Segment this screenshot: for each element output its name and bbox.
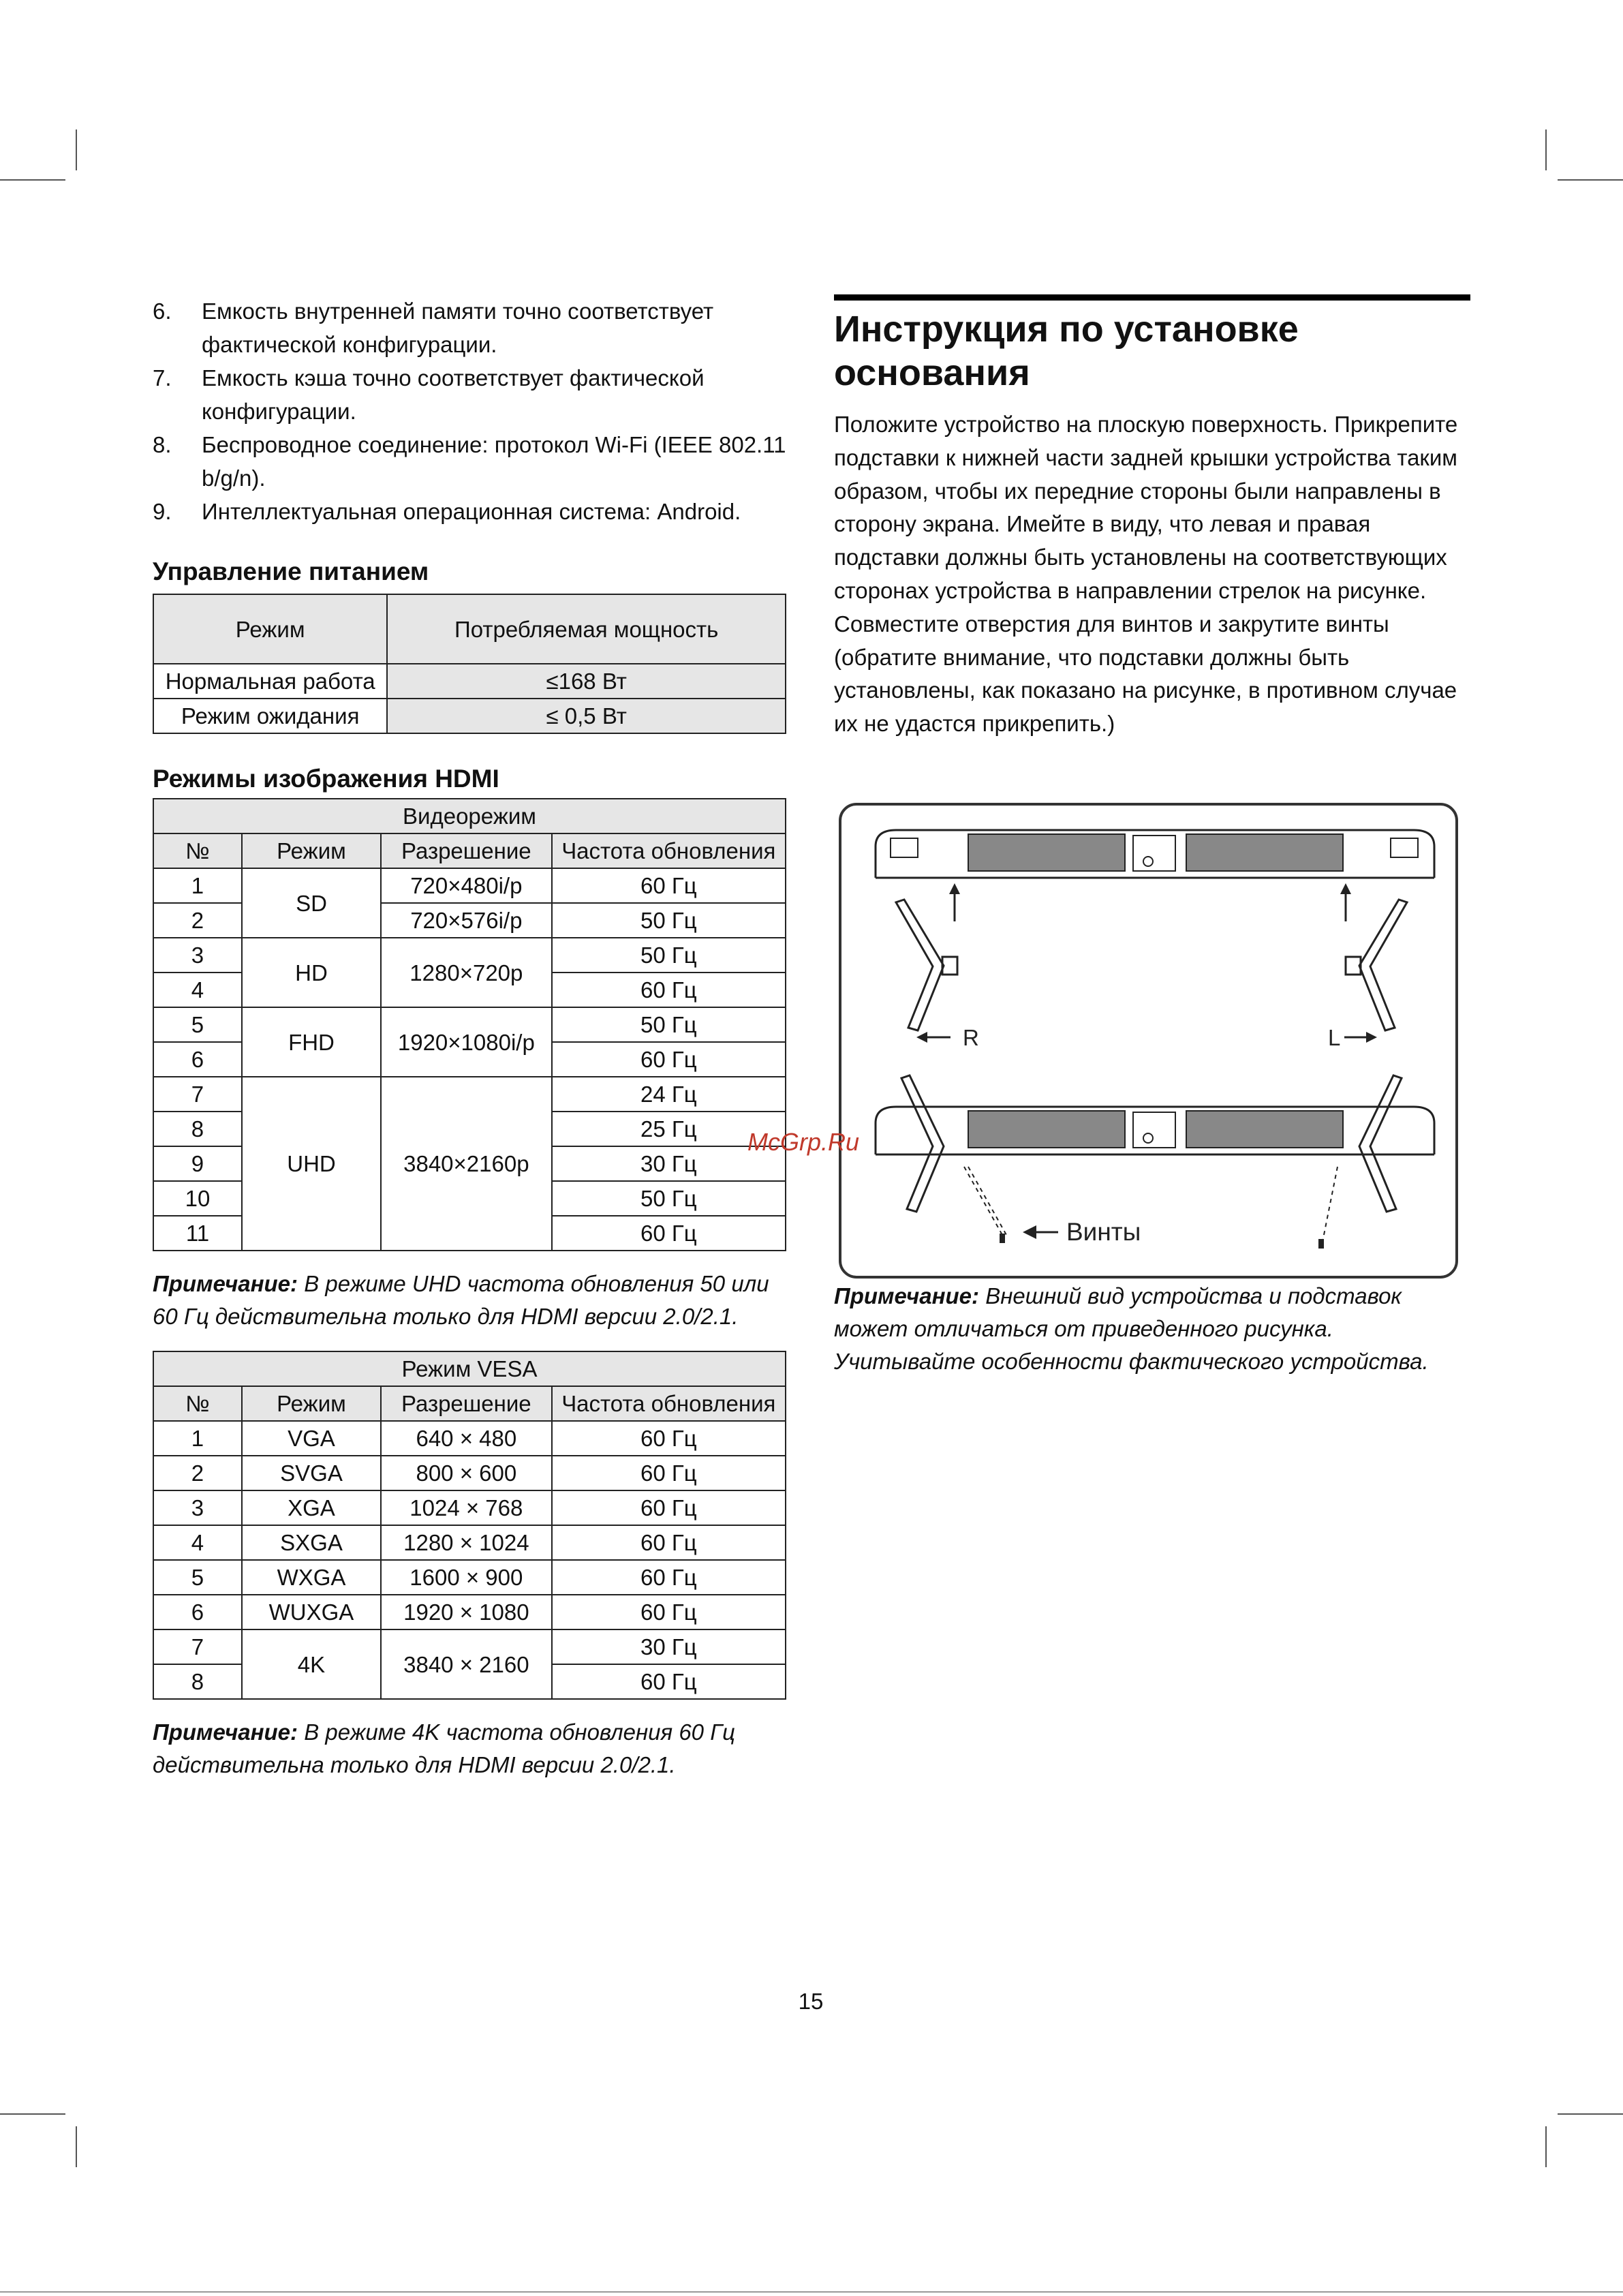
col-header-no: № (153, 1386, 242, 1421)
crop-mark (76, 129, 77, 170)
table-row (153, 1490, 786, 1525)
list-item (153, 495, 786, 528)
left-column (153, 294, 786, 1781)
cell-no: 4 (153, 1525, 242, 1560)
note-text: Внешний вид устройства и подставок может отличаться от приведенного рисунка. Учитывайте особенности фактического устройства. (834, 1283, 1429, 1374)
left-stand-leg (1346, 900, 1407, 1030)
cell-no: 1 (153, 868, 242, 903)
bottom-edge-line (0, 2291, 1623, 2293)
cell-mode: Режим ожидания (153, 699, 387, 733)
cell-mode: UHD (242, 1077, 381, 1251)
cell-no: 6 (153, 1042, 242, 1077)
cell-mode: FHD (242, 1007, 381, 1077)
cell-resolution: 1920 × 1080 (381, 1595, 552, 1629)
cell-no: 3 (153, 1490, 242, 1525)
cell-rate: 60 Гц (552, 1456, 786, 1490)
cell-no: 4 (153, 973, 242, 1007)
col-header-mode: Режим (242, 833, 381, 868)
table-header-row (153, 1386, 786, 1421)
section-rule (834, 294, 1470, 301)
col-header-rate: Частота обновления (552, 1386, 786, 1421)
hdmi-note (153, 1268, 786, 1333)
cell-mode: XGA (242, 1490, 381, 1525)
cell-no: 5 (153, 1007, 242, 1042)
hdmi-table (153, 798, 786, 1251)
cell-no: 2 (153, 903, 242, 938)
cell-resolution: 1024 × 768 (381, 1490, 552, 1525)
cell-power: ≤ 0,5 Вт (387, 699, 786, 733)
cell-rate: 30 Гц (552, 1629, 786, 1664)
cell-mode: HD (242, 938, 381, 1007)
table-header-row (153, 594, 786, 664)
screws-label: Винты (1066, 1218, 1141, 1246)
table-row (153, 1525, 786, 1560)
hdmi-heading: Режимы изображения HDMI (153, 765, 499, 793)
note-label: Примечание: (153, 1719, 298, 1745)
cell-no: 6 (153, 1595, 242, 1629)
col-header-no: № (153, 833, 242, 868)
cell-rate: 50 Гц (552, 938, 786, 973)
cell-mode: Нормальная работа (153, 664, 387, 699)
cell-no: 7 (153, 1629, 242, 1664)
table-header-row (153, 833, 786, 868)
cell-resolution: 1920×1080i/p (381, 1007, 552, 1077)
col-header-mode: Режим (242, 1386, 381, 1421)
col-header-rate: Частота обновления (552, 833, 786, 868)
table-row (153, 868, 786, 903)
cell-rate: 60 Гц (552, 868, 786, 903)
crop-mark (1545, 129, 1547, 170)
note-label: Примечание: (834, 1283, 980, 1308)
cell-rate: 30 Гц (552, 1146, 786, 1181)
vesa-table (153, 1351, 786, 1700)
table-row (153, 699, 786, 733)
list-item (153, 428, 786, 495)
cell-rate: 60 Гц (552, 1664, 786, 1699)
note-text: В режиме 4K частота обновления 60 Гц действительна только для HDMI версии 2.0/2.1. (153, 1719, 736, 1777)
list-number: 7. (153, 365, 172, 391)
cell-mode: SXGA (242, 1525, 381, 1560)
cell-no: 8 (153, 1664, 242, 1699)
cell-resolution: 1280 × 1024 (381, 1525, 552, 1560)
cell-mode: 4K (242, 1629, 381, 1699)
note-label: Примечание: (153, 1271, 298, 1296)
table-row (153, 1595, 786, 1629)
cell-rate: 50 Гц (552, 1007, 786, 1042)
cell-rate: 60 Гц (552, 1490, 786, 1525)
col-header-resolution: Разрешение (381, 833, 552, 868)
col-header-power: Потребляемая мощность (387, 594, 786, 664)
table-row (153, 1421, 786, 1456)
cell-rate: 60 Гц (552, 1216, 786, 1251)
cell-resolution: 1600 × 900 (381, 1560, 552, 1595)
cell-no: 5 (153, 1560, 242, 1595)
table-row (153, 938, 786, 973)
right-column (834, 294, 1470, 741)
right-stand-leg (896, 900, 957, 1030)
list-number: 9. (153, 499, 172, 524)
list-item (153, 361, 786, 428)
cell-no: 11 (153, 1216, 242, 1251)
stand-label-r: R (963, 1025, 979, 1050)
cell-rate: 60 Гц (552, 1421, 786, 1456)
install-title: Инструкция по установке основания (834, 309, 1299, 393)
power-table (153, 594, 786, 734)
stand-label-l: L (1328, 1025, 1341, 1050)
install-body: Положите устройство на плоскую поверхность. Прикрепите подставки к нижней части задней крышки устройства таким образом, чтобы их передние стороны были направлены в сторону экрана. Имейте в виду, что левая и правая подставки должны быть установлены на соответствующих сторонах устройства в направлении стрелок на рисунке. Совместите отверстия для винтов и закрутите винты (обратите внимание, что подставки должны быть установлены, как показано на рисунке, в противном случае их не удастся прикрепить.) (834, 412, 1458, 737)
cell-rate: 50 Гц (552, 1181, 786, 1216)
cell-no: 1 (153, 1421, 242, 1456)
cell-no: 9 (153, 1146, 242, 1181)
cell-resolution: 3840 × 2160 (381, 1629, 552, 1699)
cell-rate: 60 Гц (552, 1042, 786, 1077)
table-row (153, 1456, 786, 1490)
list-item (153, 294, 786, 361)
table-row (153, 1077, 786, 1112)
page-number: 15 (798, 1989, 824, 2014)
cell-resolution: 640 × 480 (381, 1421, 552, 1456)
table-row (153, 1560, 786, 1595)
cell-resolution: 1280×720p (381, 938, 552, 1007)
list-number: 6. (153, 299, 172, 324)
figure-note-wrap (834, 1280, 1470, 1378)
list-number: 8. (153, 432, 172, 457)
list-text: Интеллектуальная операционная система: Android. (202, 499, 741, 524)
col-header-mode: Режим (153, 594, 387, 664)
cell-rate: 60 Гц (552, 1595, 786, 1629)
power-heading: Управление питанием (153, 557, 429, 585)
figure-note (834, 1280, 1470, 1378)
table-row (153, 1007, 786, 1042)
cell-rate: 24 Гц (552, 1077, 786, 1112)
stand-installation-figure (839, 803, 1458, 1279)
cell-no: 3 (153, 938, 242, 973)
list-text: Емкость внутренней памяти точно соответствует фактической конфигурации. (202, 299, 714, 357)
note-text: В режиме UHD частота обновления 50 или 60 Гц действительна только для HDMI версии 2.0/2.1. (153, 1271, 769, 1329)
col-header-resolution: Разрешение (381, 1386, 552, 1421)
cell-resolution: 800 × 600 (381, 1456, 552, 1490)
cell-rate: 60 Гц (552, 1525, 786, 1560)
cell-mode: WXGA (242, 1560, 381, 1595)
cell-rate: 25 Гц (552, 1112, 786, 1146)
crop-mark (76, 2126, 77, 2167)
table-row (153, 1629, 786, 1664)
cell-resolution: 720×576i/p (381, 903, 552, 938)
cell-no: 2 (153, 1456, 242, 1490)
list-text: Беспроводное соединение: протокол Wi-Fi (IEEE 802.11 b/g/n). (202, 432, 786, 491)
cell-mode: VGA (242, 1421, 381, 1456)
table-title-row (153, 799, 786, 833)
cell-mode: WUXGA (242, 1595, 381, 1629)
cell-mode: SD (242, 868, 381, 938)
cell-no: 10 (153, 1181, 242, 1216)
crop-mark (1558, 2113, 1623, 2115)
cell-power: ≤168 Вт (387, 664, 786, 699)
crop-mark (1558, 179, 1623, 181)
table-row (153, 664, 786, 699)
cell-no: 8 (153, 1112, 242, 1146)
crop-mark (0, 179, 65, 181)
cell-no: 7 (153, 1077, 242, 1112)
cell-resolution: 720×480i/p (381, 868, 552, 903)
crop-mark (1545, 2126, 1547, 2167)
table-title: Видеорежим (153, 799, 786, 833)
cell-mode: SVGA (242, 1456, 381, 1490)
stand-diagram (841, 806, 1455, 1276)
cell-resolution: 3840×2160p (381, 1077, 552, 1251)
list-text: Емкость кэша точно соответствует фактической конфигурации. (202, 365, 705, 424)
table-title: Режим VESA (153, 1351, 786, 1386)
cell-rate: 60 Гц (552, 1560, 786, 1595)
cell-rate: 60 Гц (552, 973, 786, 1007)
spec-list (153, 294, 786, 528)
vesa-note (153, 1716, 786, 1781)
watermark: McGrp.Ru (747, 1128, 860, 1156)
screw-icon (1000, 1234, 1324, 1249)
crop-mark (0, 2113, 65, 2115)
cell-rate: 50 Гц (552, 903, 786, 938)
table-title-row (153, 1351, 786, 1386)
